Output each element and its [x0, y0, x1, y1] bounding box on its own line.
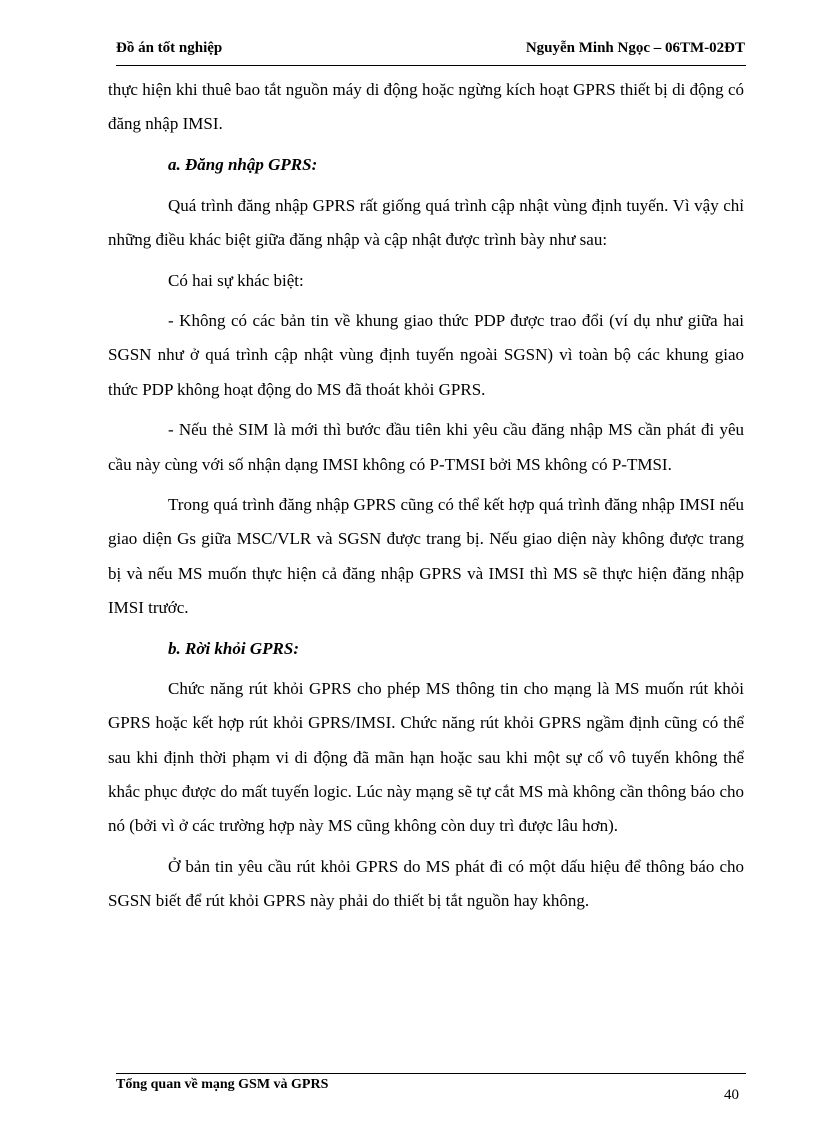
paragraph: Trong quá trình đăng nhập GPRS cũng có thể kết hợp quá trình đăng nhập IMSI nếu giao diện Gs giữa MSC/VLR và SGSN được trang bị. Nếu giao diện này không được trang bị và nếu MS muốn thực hiện cả đăng nhập GPRS và IMSI thì MS sẽ thực hiện đăng nhập IMSI trước.	[108, 495, 744, 617]
footer-divider	[116, 1073, 746, 1074]
header-divider	[116, 65, 746, 66]
section-heading-gprs-detach: b. Rời khỏi GPRS:	[168, 638, 299, 658]
page-body	[108, 73, 744, 925]
paragraph: Chức năng rút khỏi GPRS cho phép MS thông tin cho mạng là MS muốn rút khỏi GPRS hoặc kết hợp rút khỏi GPRS/IMSI. Chức năng rút khỏi GPRS ngầm định cũng có thể sau khi định thời phạm vi di động đã mãn hạn hoặc sau khi một sự cố vô tuyến không thể khắc phục được do mất tuyến logic. Lúc này mạng sẽ tự cắt MS mà không cần thông báo cho nó (bởi vì ở các trường hợp này MS cũng không còn duy trì được lâu hơn).	[108, 679, 744, 836]
footer-title: Tổng quan về mạng GSM và GPRS	[116, 1077, 329, 1092]
header-author: Nguyễn Minh Ngọc – 06TM-02ĐT	[525, 40, 745, 56]
header-title: Đồ án tốt nghiệp	[116, 40, 223, 56]
paragraph-bullet: - Không có các bản tin về khung giao thức PDP được trao đổi (ví dụ như giữa hai SGSN như ở quá trình cập nhật vùng định tuyến ngoài SGSN) vì toàn bộ các khung giao thức PDP không hoạt động do MS đã thoát khỏi GPRS.	[108, 311, 744, 399]
paragraph-continuation: thực hiện khi thuê bao tắt nguồn máy di động hoặc ngừng kích hoạt GPRS thiết bị di động có đăng nhập IMSI.	[108, 80, 744, 134]
page-header	[116, 40, 745, 57]
paragraph-bullet: - Nếu thẻ SIM là mới thì bước đầu tiên khi yêu cầu đăng nhập MS cần phát đi yêu cầu này cùng với số nhận dạng IMSI không có P-TMSI bởi MS không có P-TMSI.	[108, 420, 744, 474]
paragraph: Quá trình đăng nhập GPRS rất giống quá trình cập nhật vùng định tuyến. Vì vậy chỉ những điều khác biệt giữa đăng nhập và cập nhật được trình bày như sau:	[108, 195, 744, 249]
paragraph: Ở bản tin yêu cầu rút khỏi GPRS do MS phát đi có một dấu hiệu để thông báo cho SGSN biết để rút khỏi GPRS này phải do thiết bị tắt nguồn hay không.	[108, 856, 744, 910]
paragraph: Có hai sự khác biệt:	[168, 270, 304, 290]
page-number: 40	[724, 1087, 739, 1103]
section-heading-gprs-attach: a. Đăng nhập GPRS:	[168, 154, 318, 174]
